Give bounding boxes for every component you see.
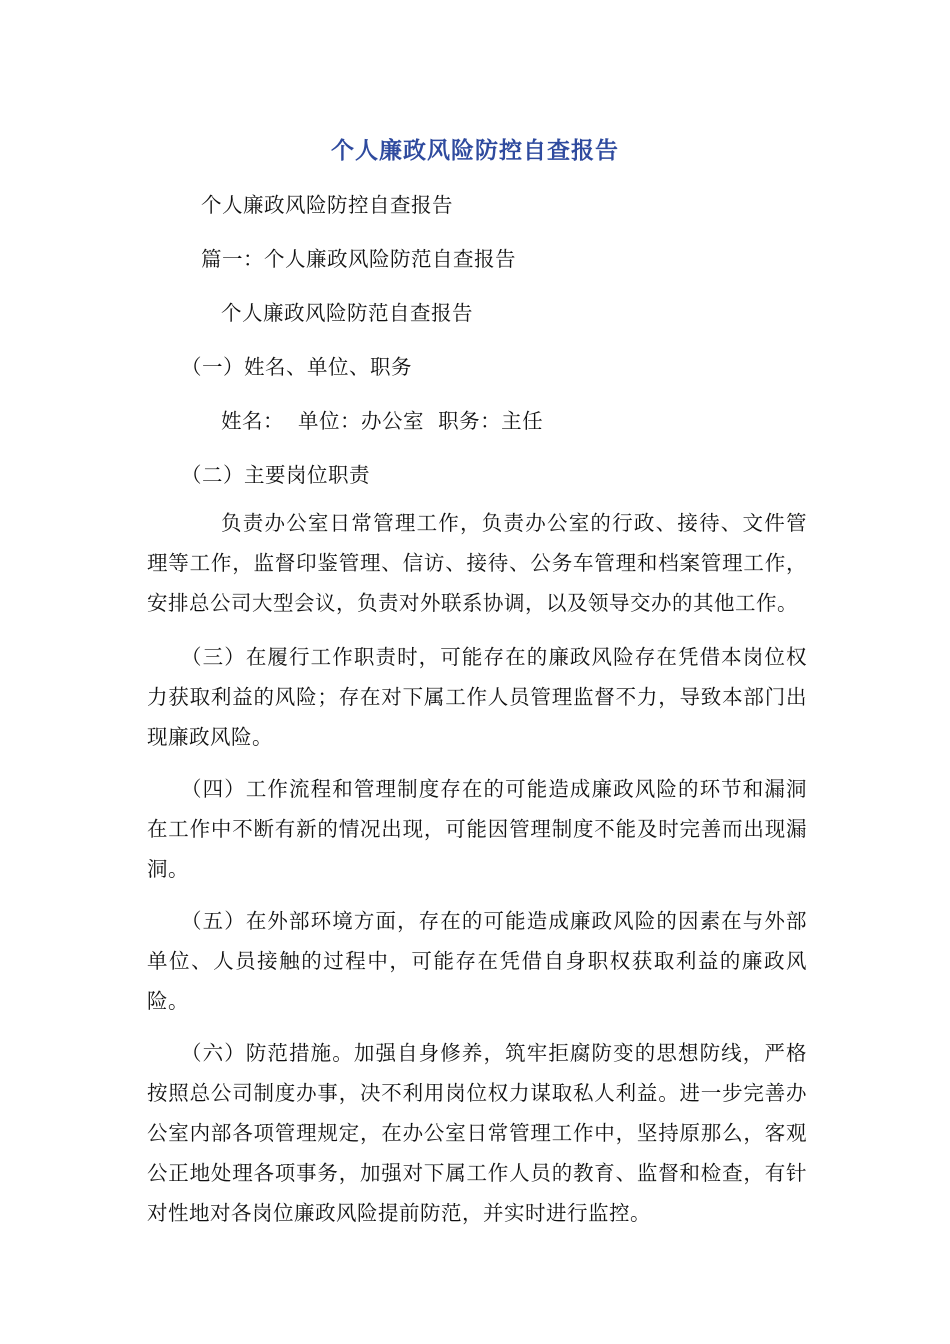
section3-paragraph: （三）在履行工作职责时，可能存在的廉政风险存在凭借本岗位权力获取利益的风险；存在对下属工作人员管理监督不力，导致本部门出现廉政风险。	[147, 645, 807, 749]
report-title: 个人廉政风险防范自查报告	[221, 301, 473, 325]
section5-paragraph: （五）在外部环境方面，存在的可能造成廉政风险的因素在与外部单位、人员接触的过程中，可能存在凭借自身职权获取利益的廉政风险。	[147, 909, 807, 1013]
section4-paragraph: （四）工作流程和管理制度存在的可能造成廉政风险的环节和漏洞在工作中不断有新的情况出现，可能因管理制度不能及时完善而出现漏洞。	[147, 777, 807, 881]
section1-heading: （一）姓名、单位、职务	[181, 355, 412, 379]
section2-body: 负责办公室日常管理工作，负责办公室的行政、接待、文件管理等工作，监督印鉴管理、信访、接待、公务车管理和档案管理工作，安排总公司大型会议，负责对外联系协调，以及领导交办的其他工作。	[147, 511, 807, 615]
section2-heading: （二）主要岗位职责	[181, 463, 370, 487]
document-title: 个人廉政风险防控自查报告	[331, 138, 619, 164]
section1-body: 姓名： 单位：办公室 职务：主任	[221, 409, 544, 433]
subtitle: 个人廉政风险防控自查报告	[201, 193, 453, 217]
chapter-heading: 篇一：个人廉政风险防范自查报告	[201, 247, 516, 271]
section6-paragraph: （六）防范措施。加强自身修养，筑牢拒腐防变的思想防线，严格按照总公司制度办事，决不利用岗位权力谋取私人利益。进一步完善办公室内部各项管理规定，在办公室日常管理工作中，坚持原那么，客观公正地处理各项事务，加强对下属工作人员的教育、监督和检查，有针对性地对各岗位廉政风险提前防范，并实时进行监控。	[147, 1041, 807, 1225]
